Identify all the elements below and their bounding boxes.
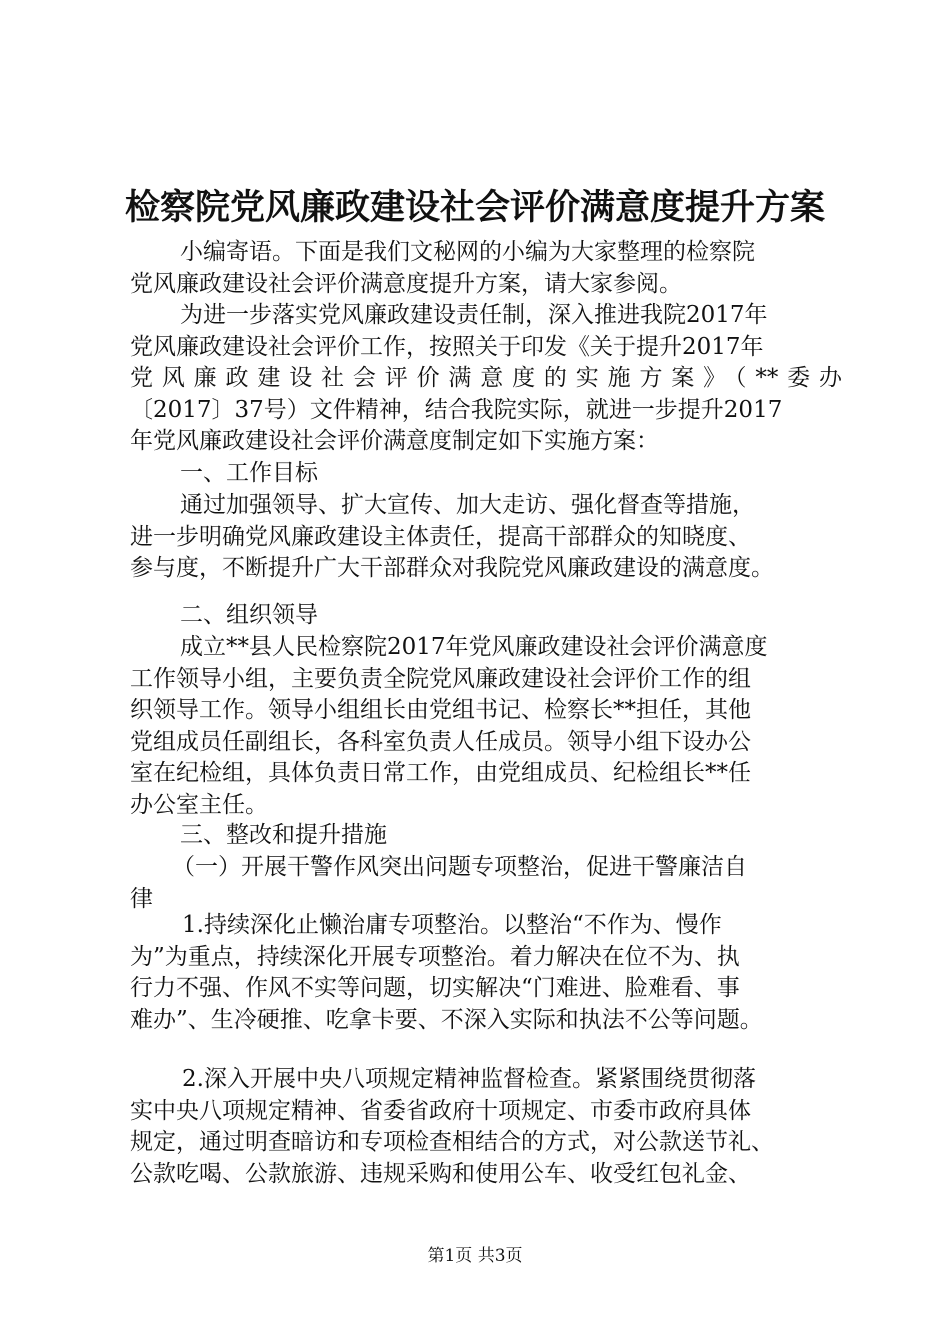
- subsection-1-heading: [130, 852, 842, 915]
- text-line: 难办”、生冷硬推、吃拿卡要、不深入实际和执法不公等问题。: [130, 1006, 763, 1033]
- text-line: 实中央八项规定精神、省委省政府十项规定、市委市政府具体: [130, 1097, 751, 1124]
- section-heading: 一、工作目标: [180, 460, 318, 486]
- text-line: 行力不强、作风不实等问题，切实解决“门难进、脸难看、事: [130, 975, 740, 1002]
- text-line: 工作领导小组，主要负责全院党风廉政建设社会评价工作的组: [130, 665, 751, 692]
- text-line: 室在纪检组，具体负责日常工作，由党组成员、纪检组长**任: [130, 760, 751, 787]
- section-3-heading: [130, 820, 842, 852]
- text-line: 2.深入开展中央八项规定精神监督检查。紧紧围绕贯彻落: [182, 1066, 756, 1092]
- text-line: 织领导工作。领导小组组长由党组书记、检察长**担任，其他: [130, 697, 751, 724]
- item-2-paragraph: [130, 1064, 842, 1190]
- text-line: 规定，通过明查暗访和专项检查相结合的方式，对公款送节礼、: [130, 1129, 774, 1156]
- text-line: 党风廉政建设社会评价工作，按照关于印发《关于提升2017年: [130, 333, 764, 360]
- text-line: 党风廉政建设社会评价满意度的实施方案》（**委办: [130, 365, 842, 392]
- page-footer: 第1页 共3页: [427, 1246, 523, 1266]
- text-line: 成立**县人民检察院2017年党风廉政建设社会评价满意度: [180, 634, 768, 660]
- intro-paragraph: [130, 237, 842, 300]
- section-1-heading: [130, 458, 842, 490]
- section-2-paragraph: [130, 632, 842, 822]
- text-line: 进一步明确党风廉政建设主体责任，提高干部群众的知晓度、: [130, 523, 751, 550]
- section-heading: 三、整改和提升措施: [180, 822, 387, 848]
- text-line: 参与度，不断提升广大干部群众对我院党风廉政建设的满意度。: [130, 555, 774, 582]
- text-line: 办公室主任。: [130, 791, 268, 818]
- preamble-paragraph: [130, 300, 842, 458]
- subsection-heading: （一）开展干警作风突出问题专项整治，促进干警廉洁自: [172, 854, 747, 880]
- text-line: 党组成员任副组长，各科室负责人任成员。领导小组下设办公: [130, 728, 751, 755]
- document-title: 检察院党风廉政建设社会评价满意度提升方案: [124, 187, 825, 228]
- text-line: 1.持续深化止懒治庸专项整治。以整治“不作为、慢作: [182, 912, 722, 938]
- text-line: 〔2017〕37号）文件精神，结合我院实际，就进一步提升2017: [130, 396, 783, 423]
- section-2-heading: [130, 600, 842, 632]
- text-line: 年党风廉政建设社会评价满意度制定如下实施方案：: [130, 428, 659, 455]
- text-line: 党风廉政建设社会评价满意度提升方案，请大家参阅。: [130, 270, 682, 297]
- section-heading: 二、组织领导: [180, 602, 318, 628]
- section-1-paragraph: [130, 490, 842, 585]
- text-line: 为进一步落实党风廉政建设责任制，深入推进我院2017年: [180, 302, 768, 328]
- text-line: 律: [130, 885, 153, 912]
- text-line: 通过加强领导、扩大宣传、加大走访、强化督查等措施，: [180, 492, 755, 518]
- text-line: 小编寄语。下面是我们文秘网的小编为大家整理的检察院: [180, 239, 755, 265]
- item-1-paragraph: [130, 910, 842, 1036]
- text-line: 为”为重点，持续深化开展专项整治。着力解决在位不为、执: [130, 943, 740, 970]
- text-line: 公款吃喝、公款旅游、违规采购和使用公车、收受红包礼金、: [130, 1160, 751, 1187]
